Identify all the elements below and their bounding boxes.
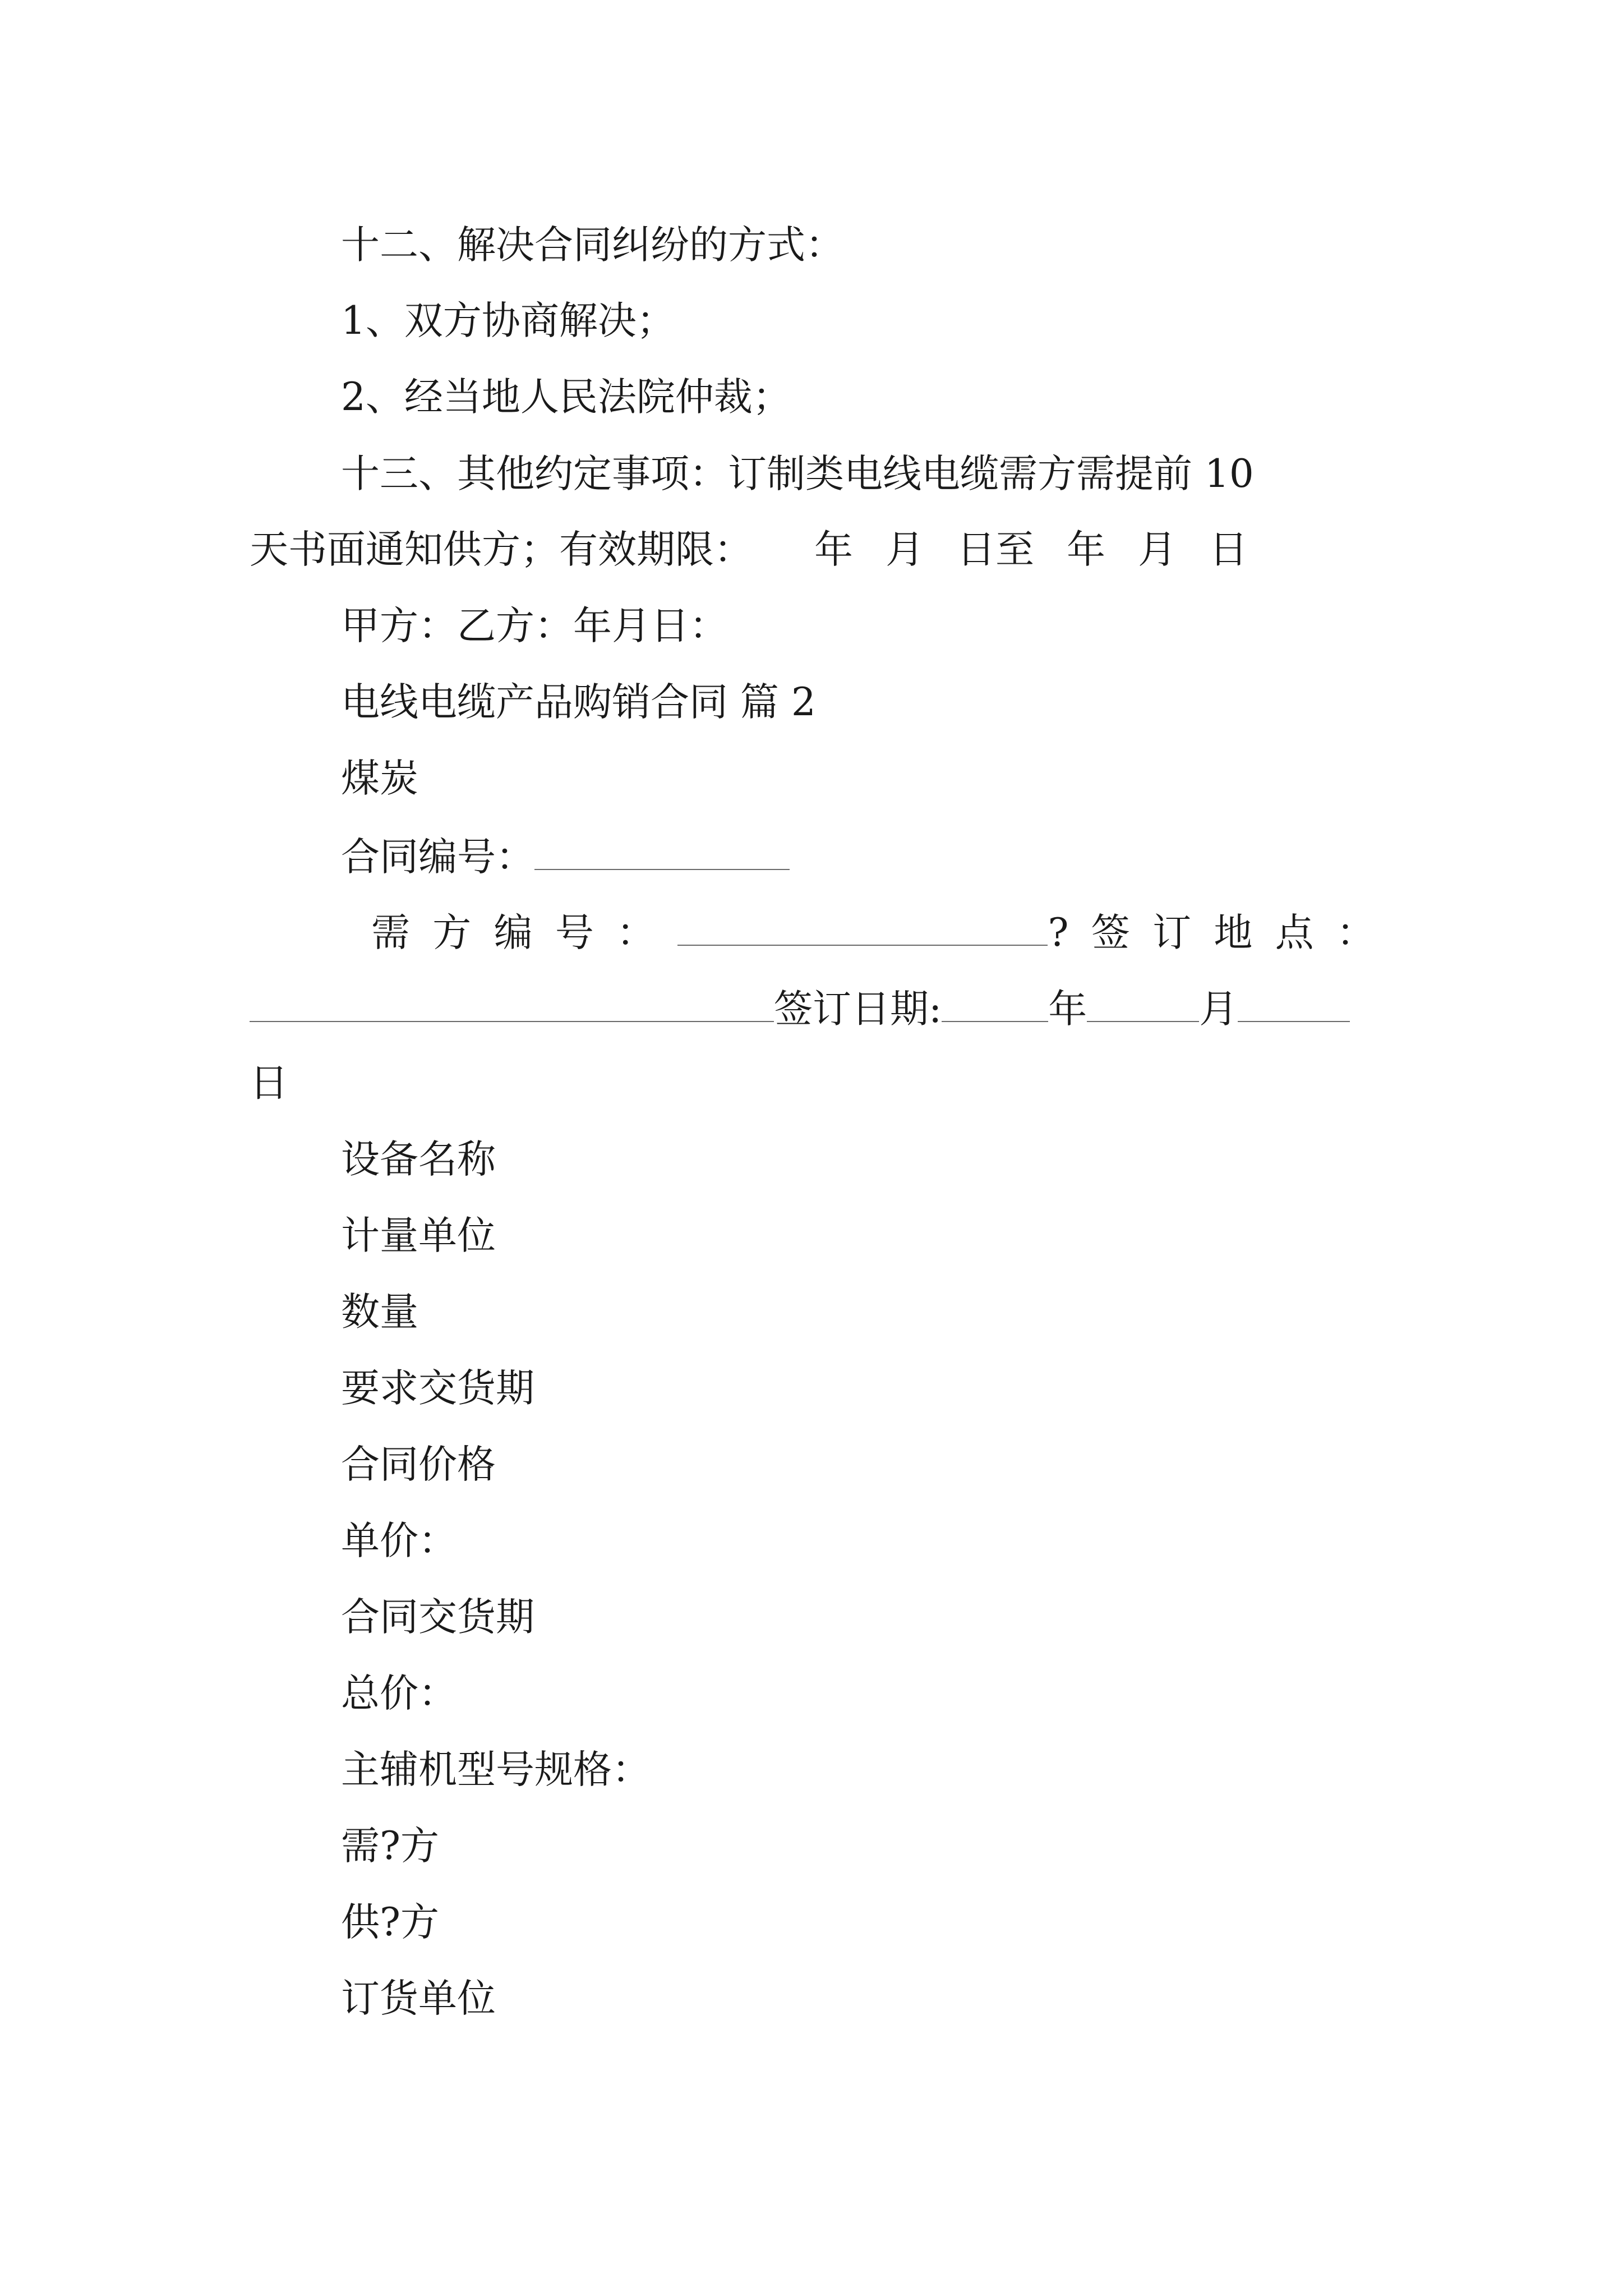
validity-text: 天书面通知供方；有效期限： <box>250 527 753 572</box>
buyer-number-blank <box>677 905 1048 946</box>
sign-place-char: 点 <box>1275 910 1314 955</box>
field-contract-delivery: 合同交货期 <box>341 1595 534 1640</box>
buyer-number-char: 方 <box>432 910 472 955</box>
sign-date-year: 年 <box>1048 987 1087 1032</box>
sign-date-month: 月 <box>1199 987 1238 1032</box>
buyer-number-line <box>371 905 1375 956</box>
field-equipment-name: 设备名称 <box>341 1137 496 1182</box>
sign-date-colon: : <box>929 987 942 1032</box>
field-supplier: 供?方 <box>341 1900 439 1945</box>
signature-parties-line: 甲方：乙方：年月日： <box>341 604 728 648</box>
clause-item-2: 2、经当地人民法院仲裁； <box>341 375 791 420</box>
buyer-number-char: 编 <box>494 910 533 955</box>
validity-line <box>250 524 1248 575</box>
sign-date-day-blank <box>1238 982 1350 1022</box>
buyer-number-char: 号 <box>555 910 594 955</box>
field-required-delivery: 要求交货期 <box>341 1366 534 1411</box>
buyer-number-blank-group <box>677 905 1068 958</box>
field-total-price: 总价： <box>341 1671 457 1716</box>
validity-year-2: 年 <box>1067 527 1105 572</box>
sign-date-day: 日 <box>250 1061 288 1106</box>
field-contract-price: 合同价格 <box>341 1442 496 1487</box>
sign-date-year-blank <box>942 982 1048 1022</box>
buyer-number-char: 需 <box>371 910 410 955</box>
field-unit-price: 单价： <box>341 1519 457 1563</box>
sign-date-month-blank <box>1087 982 1199 1022</box>
field-ordering-unit: 订货单位 <box>341 1976 496 2021</box>
field-buyer: 需?方 <box>341 1824 439 1869</box>
field-quantity: 数量 <box>341 1290 418 1335</box>
sign-date-line <box>250 982 1350 1032</box>
section-13-heading: 十三、其他约定事项：订制类电线电缆需方需提前 10 <box>341 452 1254 496</box>
validity-year-1: 年 <box>814 527 853 572</box>
clause-item-1: 1、双方协商解决； <box>341 298 675 343</box>
validity-day-to: 日至 <box>957 527 1034 572</box>
contract-number-label: 合同编号： <box>341 835 534 880</box>
sign-place-blank <box>250 982 774 1022</box>
contract-number-blank <box>534 830 790 870</box>
sign-date-label: 签订日期 <box>774 987 929 1032</box>
buyer-number-char: ： <box>616 910 656 955</box>
sign-place-char: ： <box>1336 910 1375 955</box>
contract-2-title: 电线电缆产品购销合同 篇 2 <box>341 680 816 725</box>
contract-number-line <box>341 830 790 880</box>
field-model-spec: 主辅机型号规格： <box>341 1747 651 1792</box>
validity-month-2: 月 <box>1138 527 1177 572</box>
sign-place-char: 订 <box>1152 910 1192 955</box>
product-name: 煤炭 <box>341 756 418 801</box>
sign-place-char: 签 <box>1091 910 1130 955</box>
validity-month-1: 月 <box>886 527 924 572</box>
field-unit: 计量单位 <box>341 1213 496 1258</box>
validity-day-2: 日 <box>1209 527 1248 572</box>
sign-place-char: 地 <box>1214 910 1253 955</box>
question-mark: ? <box>1048 910 1069 955</box>
section-12-heading: 十二、解决合同纠纷的方式： <box>341 223 844 268</box>
